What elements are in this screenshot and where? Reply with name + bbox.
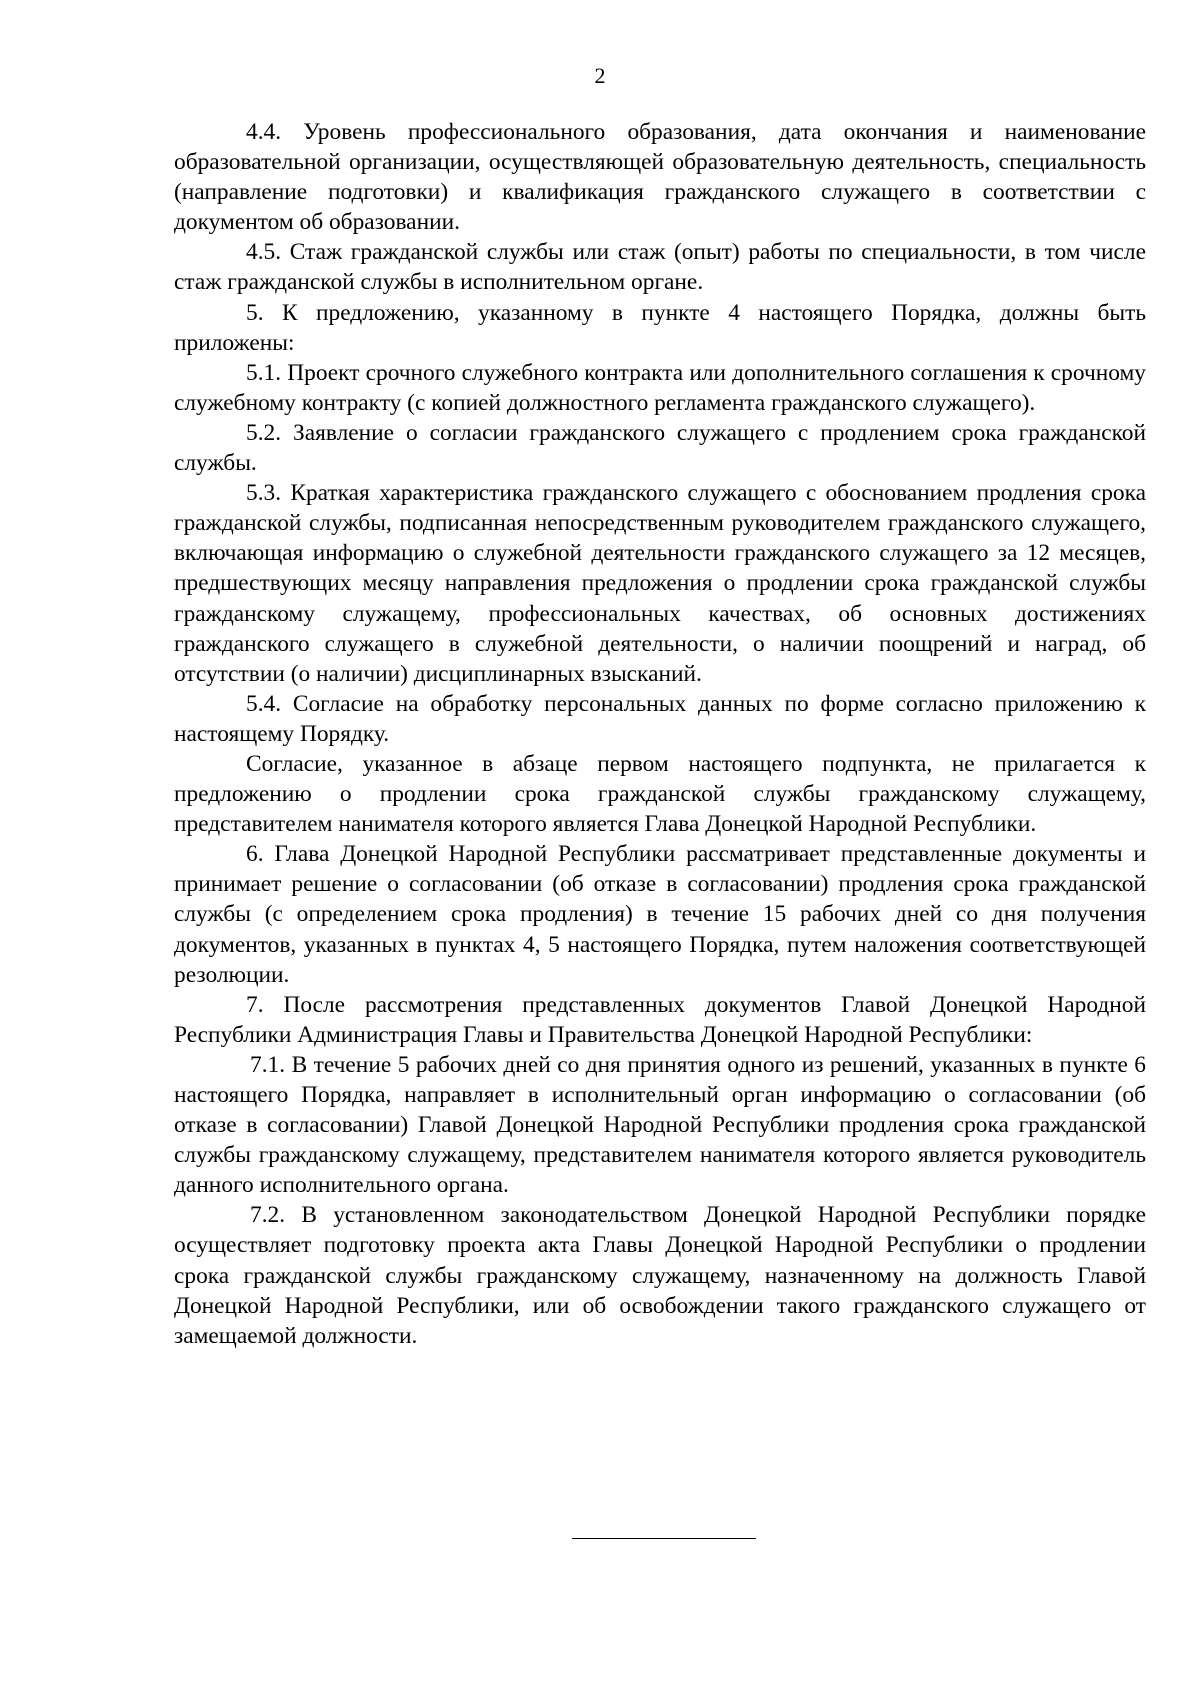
paragraph-7: 7. После рассмотрения представленных документов Главой Донецкой Народной Республики Администрация Главы и Правительства Донецкой Народной Республики:: [174, 991, 1146, 1048]
document-body: [174, 117, 1146, 1351]
paragraph-4-4: 4.4. Уровень профессионального образования, дата окончания и наименование образовательной организации, осуществляющей образовательную деятельность, специальность (направление подготовки) и квалификация гражданского служащего в соответствии с документом об образовании.: [174, 119, 1146, 236]
paragraph-5-2: 5.2. Заявление о согласии гражданского служащего с продлением срока гражданской службы.: [174, 419, 1146, 477]
end-of-document-rule: [572, 1538, 756, 1539]
paragraph-5-1: 5.1. Проект срочного служебного контракта или дополнительного соглашения к срочному служебному контракту (с копией должностного регламента гражданского служащего).: [174, 359, 1146, 416]
paragraph-7-2: 7.2. В установленном законодательством Донецкой Народной Республики порядке осуществляет подготовку проекта акта Главы Донецкой Народной Республики о продлении срока гражданской службы гражданскому служащему, назначенному на должность Главой Донецкой Народной Республики, или об освобождении такого гражданского служащего от замещаемой должности.: [174, 1202, 1146, 1349]
paragraph-6: 6. Глава Донецкой Народной Республики рассматривает представленные документы и принимает решение о согласовании (об отказе в согласовании) продления срока гражданской службы (с определением срока продления) в течение 15 рабочих дней со дня получения документов, указанных в пунктах 4, 5 настоящего Порядка, путем наложения соответствующей резолюции.: [174, 841, 1146, 988]
paragraph-5-3: 5.3. Краткая характеристика гражданского служащего с обоснованием продления срока гражданской службы, подписанная непосредственным руководителем гражданского служащего, включающая информацию о служебной деятельности гражданского служащего за 12 месяцев, предшествующих месяцу направления предложения о продлении срока гражданской службы гражданскому служащему, профессиональных качествах, об основных достижениях гражданского служащего в служебной деятельности, о наличии поощрений и наград, об отсутствии (о наличии) дисциплинарных взысканий.: [174, 480, 1146, 687]
paragraph-4-5: 4.5. Стаж гражданской службы или стаж (опыт) работы по специальности, в том числе стаж гражданской службы в исполнительном органе.: [174, 239, 1146, 296]
paragraph-5: 5. К предложению, указанному в пункте 4 настоящего Порядка, должны быть приложены:: [174, 299, 1146, 356]
paragraph-5-4-note: Согласие, указанное в абзаце первом настоящего подпункта, не прилагается к предложению о продлении срока гражданской службы гражданскому служащему, представителем нанимателя которого является Глава Донецкой Народной Республики.: [174, 750, 1146, 838]
paragraph-7-1: 7.1. В течение 5 рабочих дней со дня принятия одного из решений, указанных в пункте 6 настоящего Порядка, направляет в исполнительный орган информацию о согласовании (об отказе в согласовании) Главой Донецкой Народной Республики продления срока гражданской службы гражданскому служащему, представителем нанимателя которого является руководитель данного исполнительного органа.: [174, 1051, 1146, 1199]
page-number: 2: [594, 63, 606, 88]
paragraph-5-4: 5.4. Согласие на обработку персональных данных по форме согласно приложению к настоящему Порядку.: [174, 690, 1146, 747]
